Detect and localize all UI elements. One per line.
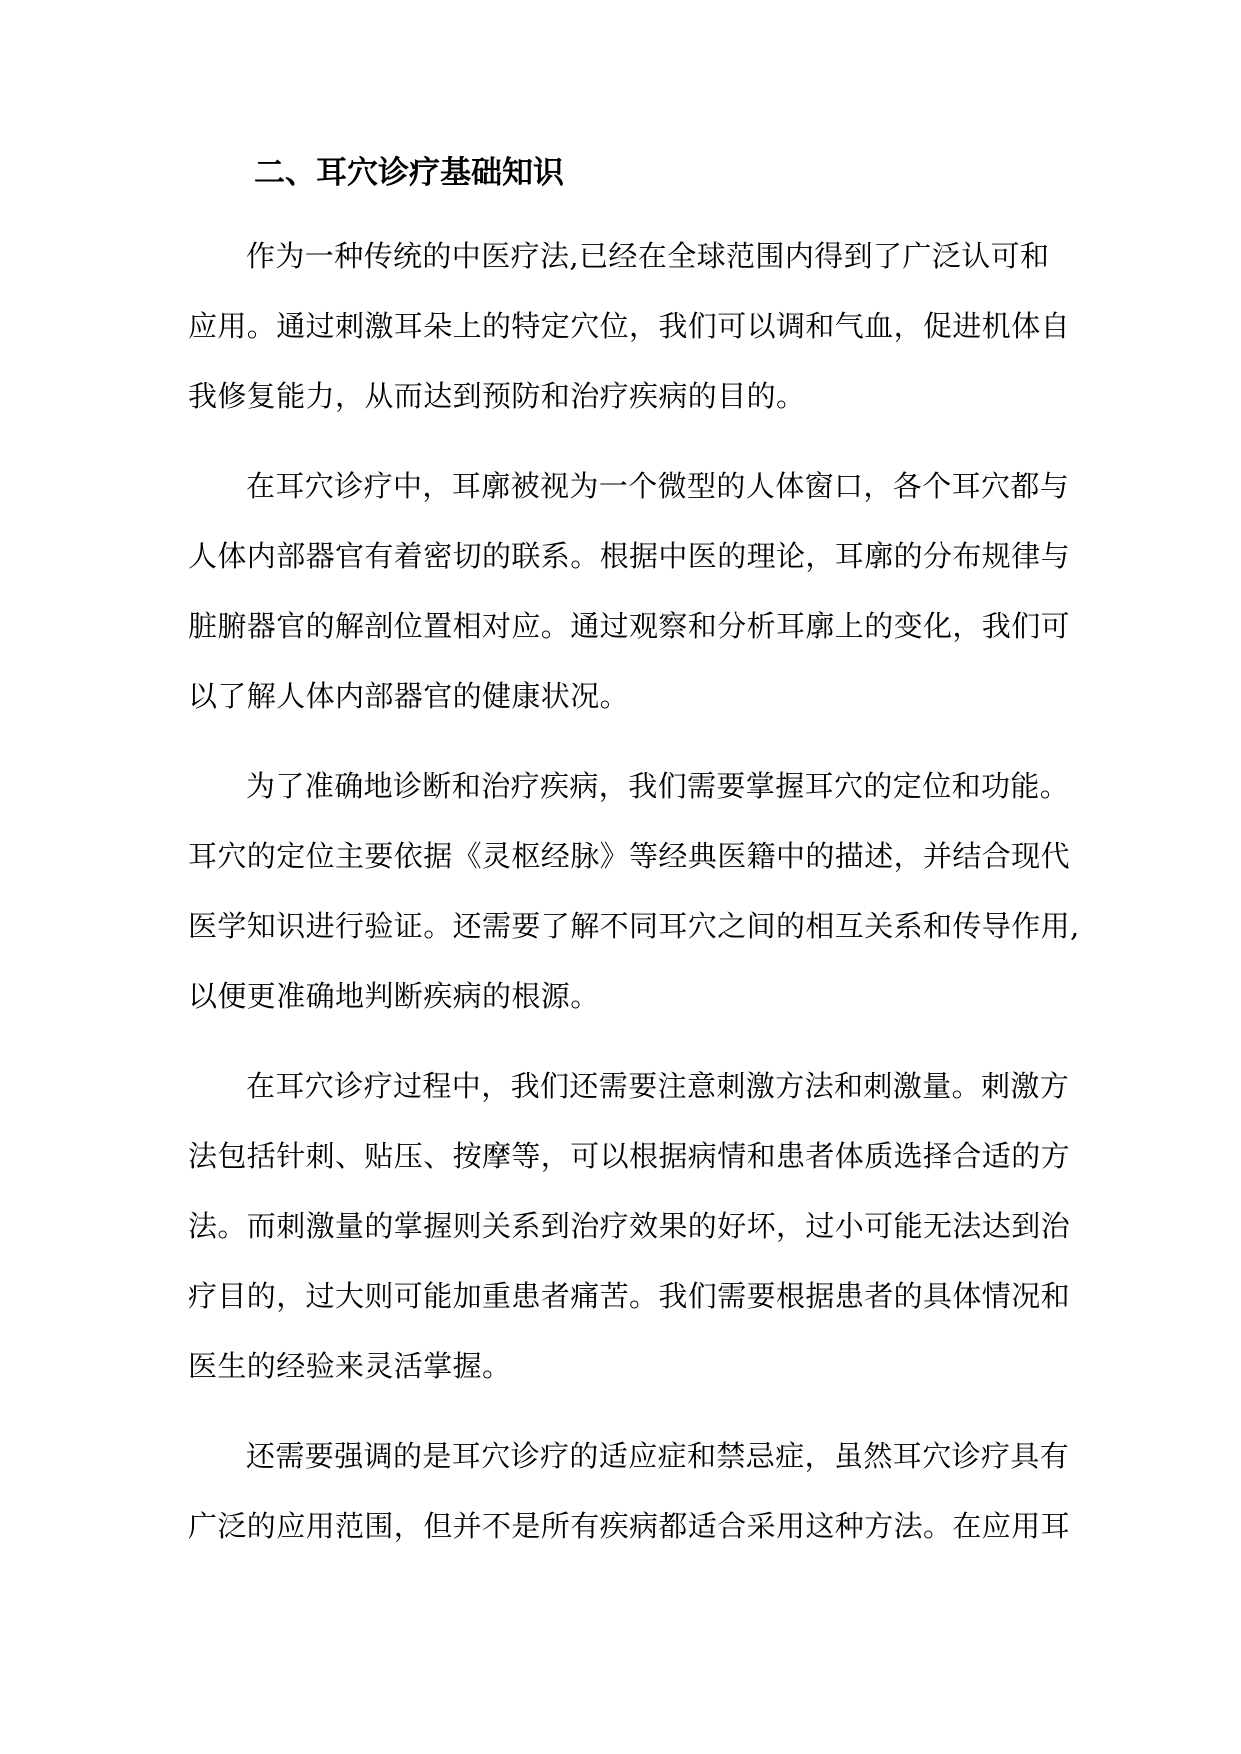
paragraph-5-line-1: 还需要强调的是耳穴诊疗的适应症和禁忌症，虽然耳穴诊疗具有 (246, 1439, 1070, 1473)
paragraph-4-line-1: 在耳穴诊疗过程中，我们还需要注意刺激方法和刺激量。刺激方 (246, 1069, 1070, 1103)
paragraph-1-line-2: 应用。通过刺激耳朵上的特定穴位，我们可以调和气血，促进机体自 (188, 309, 1071, 343)
paragraph-3-line-3: 医学知识进行验证。还需要了解不同耳穴之间的相互关系和传导作用, (188, 909, 1080, 943)
paragraph-4-line-4: 疗目的，过大则可能加重患者痛苦。我们需要根据患者的具体情况和 (188, 1279, 1071, 1313)
paragraph-4-line-5: 医生的经验来灵活掌握。 (188, 1349, 512, 1383)
paragraph-2-line-2: 人体内部器官有着密切的联系。根据中医的理论，耳廓的分布规律与 (188, 539, 1071, 573)
paragraph-4-line-2: 法包括针刺、贴压、按摩等，可以根据病情和患者体质选择合适的方 (188, 1139, 1071, 1173)
paragraph-3-line-1: 为了准确地诊断和治疗疾病，我们需要掌握耳穴的定位和功能。 (246, 769, 1070, 803)
paragraph-3-line-2: 耳穴的定位主要依据《灵枢经脉》等经典医籍中的描述，并结合现代 (188, 839, 1071, 873)
paragraph-4-line-3: 法。而刺激量的掌握则关系到治疗效果的好坏，过小可能无法达到治 (188, 1209, 1071, 1243)
paragraph-3-line-4: 以便更准确地判断疾病的根源。 (188, 979, 600, 1013)
paragraph-2-line-3: 脏腑器官的解剖位置相对应。通过观察和分析耳廓上的变化，我们可 (188, 609, 1071, 643)
paragraph-1-line-3: 我修复能力，从而达到预防和治疗疾病的目的。 (188, 379, 806, 413)
paragraph-1-line-1: 作为一种传统的中医疗法,已经在全球范围内得到了广泛认可和 (246, 239, 1050, 273)
paragraph-2-line-4: 以了解人体内部器官的健康状况。 (188, 679, 630, 713)
section-heading: 二、耳穴诊疗基础知识 (254, 155, 564, 191)
paragraph-5-line-2: 广泛的应用范围，但并不是所有疾病都适合采用这种方法。在应用耳 (188, 1509, 1071, 1543)
paragraph-2-line-1: 在耳穴诊疗中，耳廓被视为一个微型的人体窗口，各个耳穴都与 (246, 469, 1070, 503)
